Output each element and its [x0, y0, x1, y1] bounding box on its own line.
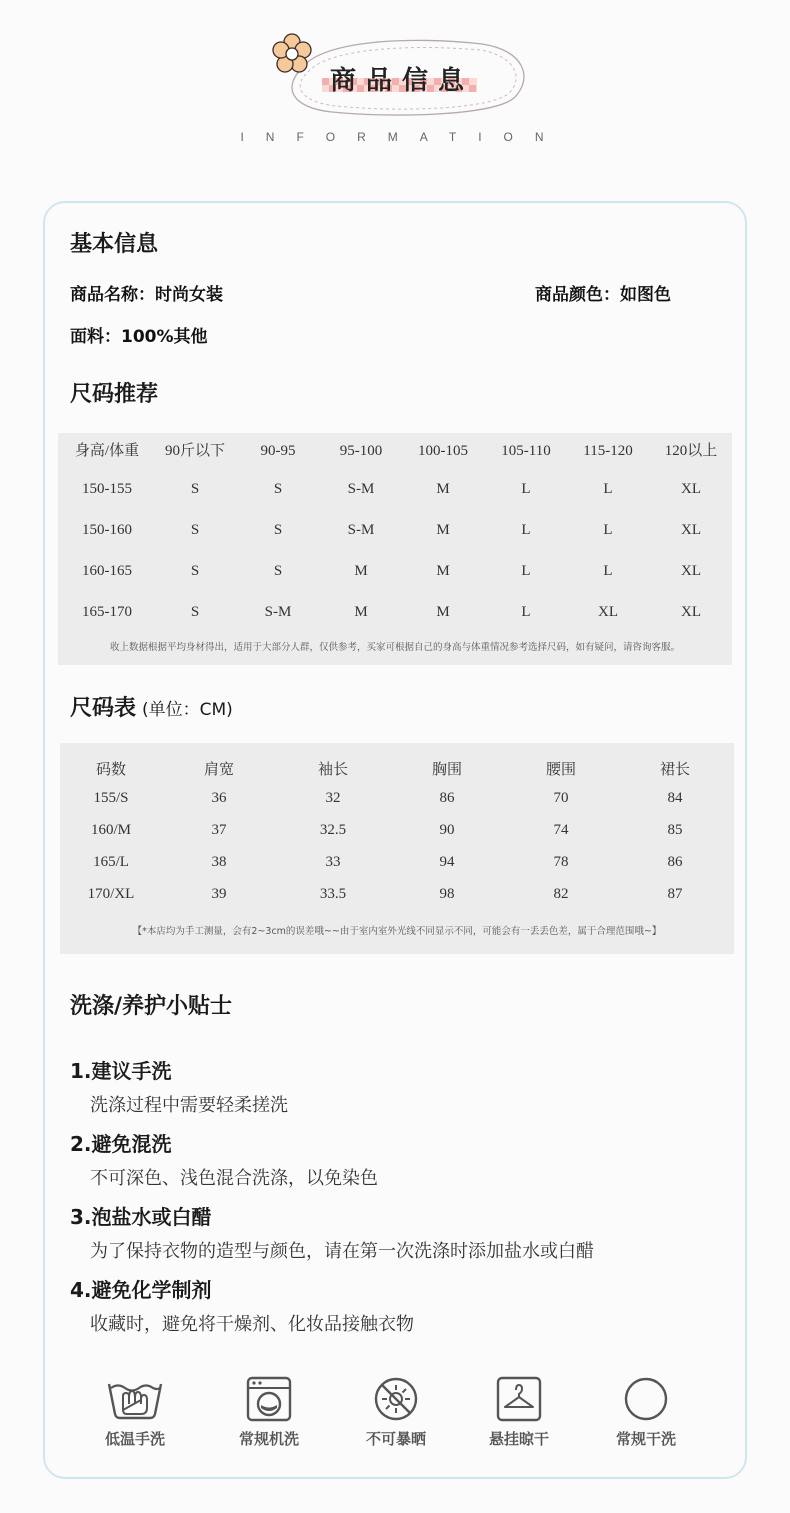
care-icon-machine-wash	[209, 1376, 329, 1449]
table-cell: 84	[667, 790, 683, 806]
no-sun-icon	[366, 1376, 426, 1422]
tip-title: 1.建议手洗	[70, 1059, 172, 1083]
table-cell: S-M	[264, 604, 292, 620]
tip-title: 2.避免混洗	[70, 1132, 172, 1156]
page-subtitle: INFORMATION	[240, 130, 566, 144]
table-cell: 85	[667, 822, 683, 838]
dry-clean-icon	[616, 1376, 676, 1422]
table-row	[60, 816, 734, 844]
table-cell: L	[603, 522, 613, 538]
care-icon-dry-clean	[586, 1376, 706, 1449]
table-cell: S	[273, 563, 283, 579]
care-icon-no-sun	[336, 1376, 456, 1449]
size-recommend-table	[58, 433, 732, 665]
table-cell: S	[273, 522, 283, 538]
tip-description: 不可深色、浅色混合洗涤，以免染色	[90, 1168, 378, 1189]
table-cell: S	[190, 604, 200, 620]
table-cell: S	[273, 481, 283, 497]
table-header-cell: 90-95	[260, 443, 296, 459]
table-cell: L	[603, 481, 613, 497]
flower-icon	[273, 34, 311, 72]
product-name: 商品名称：时尚女装	[70, 285, 223, 305]
size-chart-unit: (单位：CM)	[142, 700, 233, 720]
table-header-cell: 码数	[95, 762, 126, 778]
table-header-cell: 100-105	[418, 443, 468, 459]
table-cell: 165-170	[82, 604, 132, 620]
table-row	[58, 557, 732, 585]
size-chart-title	[70, 691, 233, 722]
table-cell: S	[190, 563, 200, 579]
table-header-cell: 105-110	[501, 443, 551, 459]
hand-wash-icon	[105, 1376, 165, 1422]
table-row	[60, 784, 734, 812]
care-tips-title: 洗涤/养护小贴士	[70, 994, 233, 1019]
care-icon-hand-wash	[75, 1376, 195, 1449]
tip-title: 4.避免化学制剂	[70, 1278, 212, 1302]
care-icon-label: 常规干洗	[615, 1430, 676, 1448]
table-cell: L	[521, 481, 531, 497]
table-row	[60, 880, 734, 908]
table-cell: XL	[681, 563, 701, 579]
table-row	[58, 516, 732, 544]
table-cell: 86	[667, 854, 683, 870]
size-chart-title-text: 尺码表	[70, 696, 137, 721]
table-cell: 86	[439, 790, 455, 806]
table-cell: 160/M	[90, 822, 131, 838]
tip-description: 收藏时，避免将干燥剂、化妆品接触衣物	[90, 1314, 414, 1335]
table-header-cell: 肩宽	[203, 762, 234, 778]
table-cell: 87	[667, 886, 683, 902]
table-cell: 32.5	[319, 822, 347, 838]
care-icon-label: 悬挂晾干	[488, 1430, 549, 1448]
product-fabric: 面料：100%其他	[70, 327, 208, 347]
table-cell: M	[354, 563, 368, 579]
table-cell: M	[436, 604, 450, 620]
table-cell: 160-165	[82, 563, 132, 579]
table-cell: 33.5	[319, 886, 347, 902]
tip-description: 洗涤过程中需要轻柔搓洗	[90, 1095, 288, 1116]
table-cell: 82	[553, 886, 569, 902]
page-header	[0, 0, 790, 170]
table-cell: L	[521, 563, 531, 579]
table-cell: S	[190, 522, 200, 538]
table-header-cell: 腰围	[545, 762, 576, 778]
table-cell: 38	[211, 854, 227, 870]
table-header-cell: 胸围	[431, 762, 462, 778]
page-title: 商品信息	[330, 66, 475, 96]
table-header-cell: 90斤以下	[164, 443, 225, 459]
table-cell: S	[190, 481, 200, 497]
table-header-cell: 身高/体重	[74, 443, 140, 459]
care-icon-label: 常规机洗	[238, 1430, 299, 1448]
table-header-row	[60, 756, 734, 784]
table-row	[58, 475, 732, 503]
table-header-cell: 120以上	[664, 443, 718, 459]
table-cell: S-M	[347, 522, 375, 538]
table-cell: XL	[681, 522, 701, 538]
table-cell: 33	[325, 854, 341, 870]
table-header-row	[58, 437, 732, 465]
tip-title: 3.泡盐水或白醋	[70, 1205, 212, 1229]
table-cell: 98	[439, 886, 455, 902]
table-cell: 74	[553, 822, 569, 838]
table-cell: 94	[439, 854, 455, 870]
machine-wash-icon	[239, 1376, 299, 1422]
table-cell: 90	[439, 822, 455, 838]
size-chart-table	[60, 743, 734, 954]
table-cell: M	[436, 522, 450, 538]
table-cell: 170/XL	[87, 886, 135, 902]
table-cell: XL	[598, 604, 618, 620]
table-header-cell: 95-100	[339, 443, 383, 459]
table-cell: M	[354, 604, 368, 620]
size-chart-note: 【*本店均为手工测量，会有2~3cm的误差哦~~由于室内室外光线不同显示不同，可能会有一丢丢色差，属于合理范围哦~】	[132, 926, 662, 937]
table-cell: 150-160	[82, 522, 132, 538]
table-cell: M	[436, 481, 450, 497]
hang-dry-icon	[489, 1376, 549, 1422]
table-header-cell: 裙长	[659, 762, 690, 778]
basic-info-title: 基本信息	[70, 232, 159, 257]
table-cell: 70	[553, 790, 569, 806]
table-cell: M	[436, 563, 450, 579]
table-cell: 39	[211, 886, 227, 902]
table-cell: 36	[211, 790, 227, 806]
care-icon-label: 不可暴晒	[365, 1430, 426, 1448]
table-cell: 78	[553, 854, 569, 870]
table-cell: L	[521, 604, 531, 620]
table-cell: 32	[325, 790, 341, 806]
care-icon-hang-dry	[459, 1376, 579, 1449]
table-cell: 37	[211, 822, 227, 838]
table-cell: S-M	[347, 481, 375, 497]
table-cell: 165/L	[93, 854, 129, 870]
size-recommend-note: 收上数据根据平均身材得出，适用于大部分人群，仅供参考，买家可根据自己的身高与体重情况参考选择尺码，如有疑问，请咨询客服。	[109, 642, 680, 653]
table-header-cell: 115-120	[583, 443, 633, 459]
table-cell: 150-155	[82, 481, 132, 497]
table-cell: 155/S	[93, 790, 129, 806]
tip-description: 为了保持衣物的造型与颜色，请在第一次洗涤时添加盐水或白醋	[90, 1241, 594, 1262]
table-cell: L	[603, 563, 613, 579]
table-row	[60, 848, 734, 876]
product-color: 商品颜色：如图色	[535, 285, 671, 305]
care-icon-label: 低温手洗	[104, 1430, 165, 1448]
table-row	[58, 598, 732, 626]
table-header-cell: 袖长	[317, 762, 348, 778]
table-cell: XL	[681, 604, 701, 620]
table-cell: XL	[681, 481, 701, 497]
table-cell: L	[521, 522, 531, 538]
size-recommend-title: 尺码推荐	[70, 382, 159, 407]
